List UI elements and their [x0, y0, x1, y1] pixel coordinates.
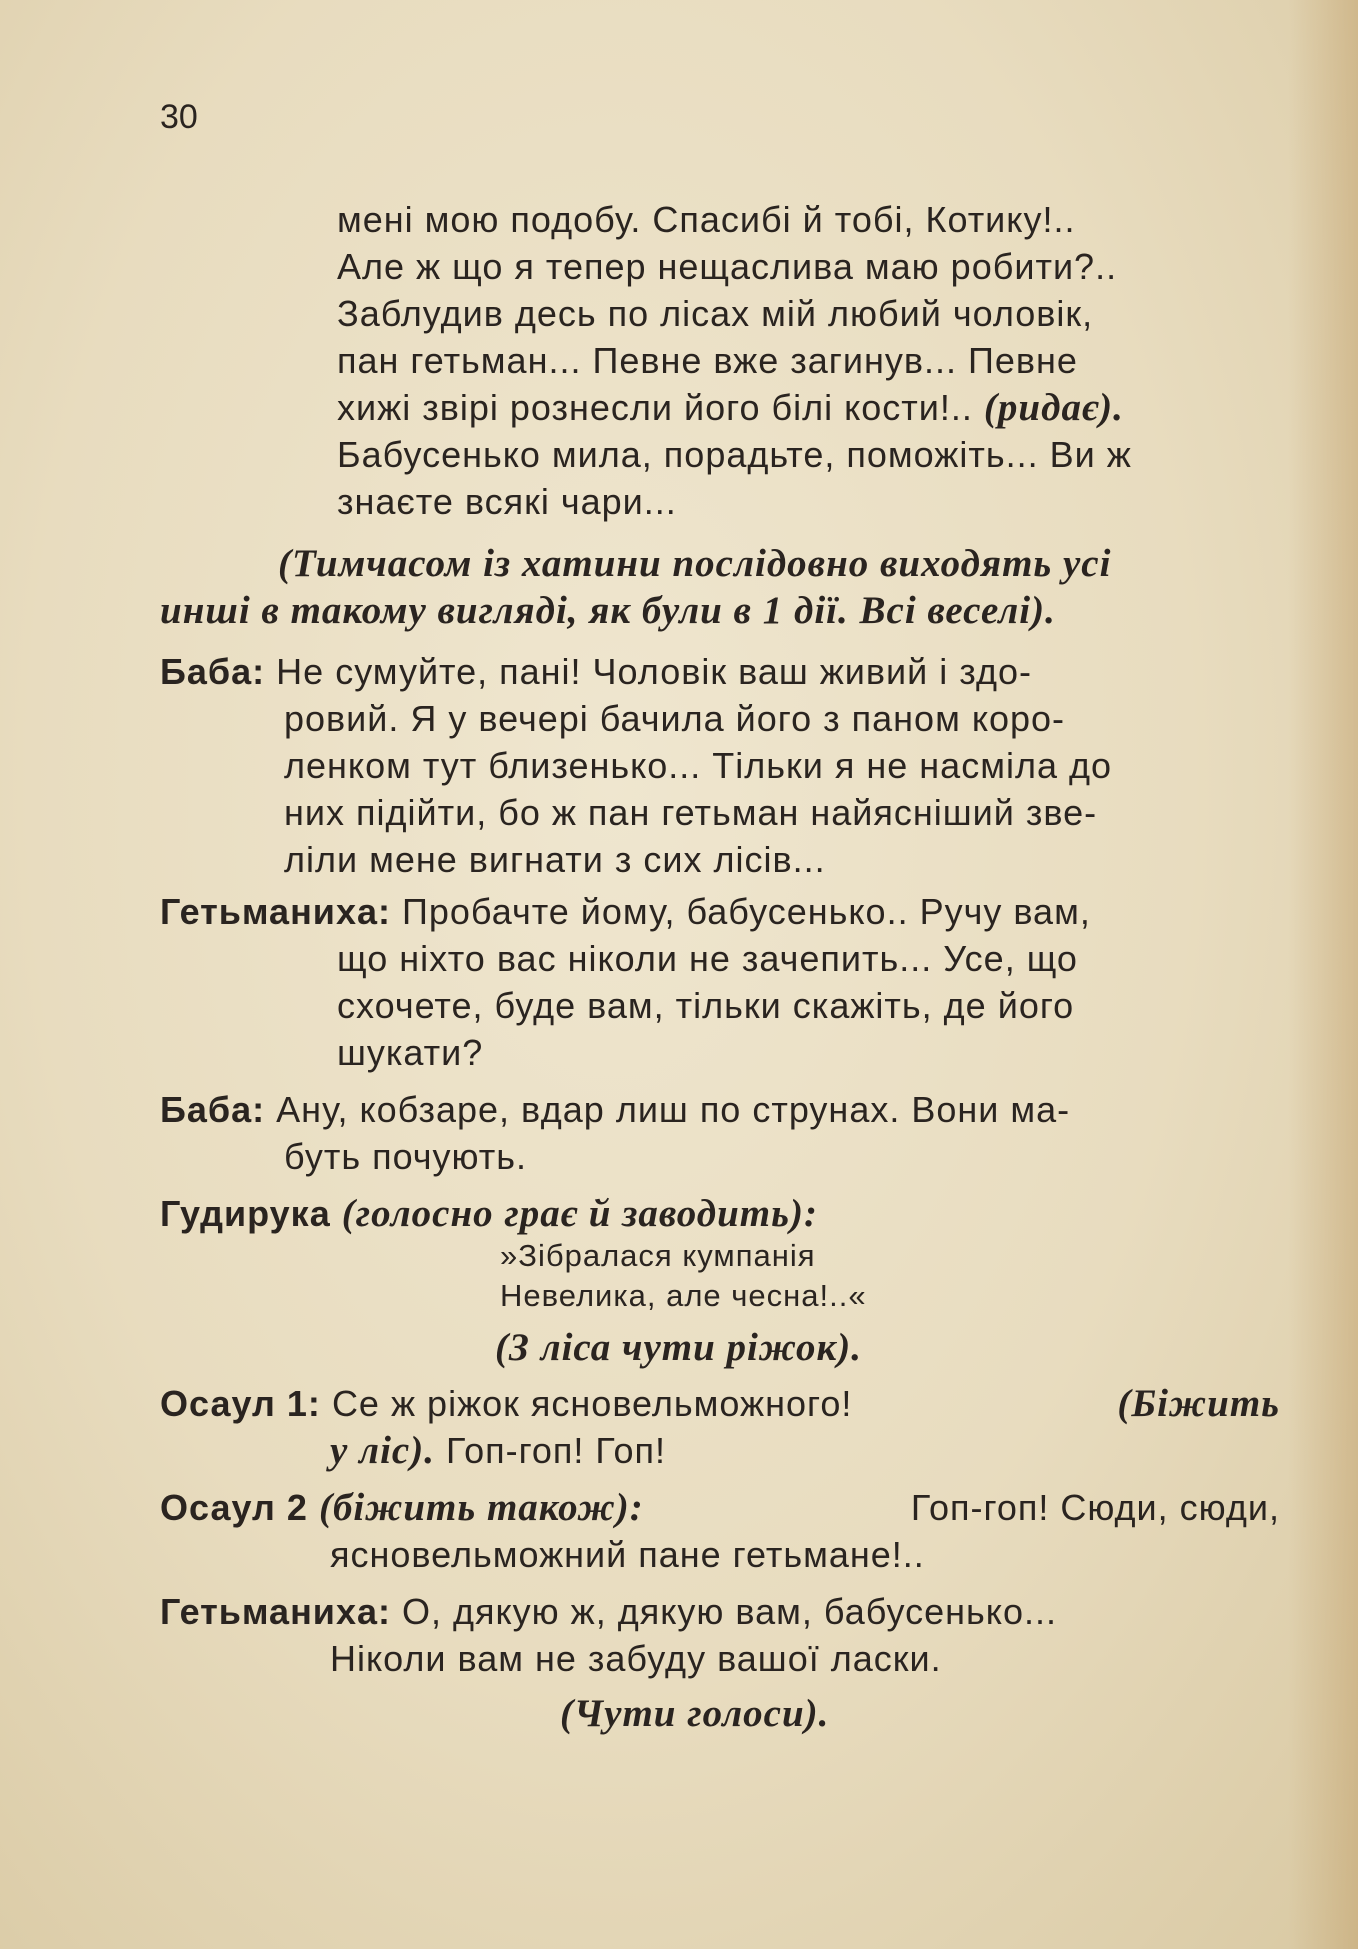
- text-line: [160, 1190, 1280, 1237]
- speech-baba-1: [160, 648, 1280, 883]
- stage-direction: (Біжить: [1117, 1382, 1280, 1425]
- text-line: пан гетьман... Певне вже загинув... Певне: [337, 340, 1078, 381]
- text-line: [160, 1427, 1280, 1474]
- speaker-name: Баба:: [160, 651, 266, 692]
- stage-direction: (голосно грає й заводить):: [341, 1192, 818, 1235]
- text-span: О, дякую ж, дякую вам, бабусенько...: [402, 1591, 1057, 1632]
- speech-hetmanykha-1: [160, 888, 1280, 1076]
- text-span: Ану, кобзаре, вдар лиш по струнах. Вони ма-: [276, 1089, 1071, 1130]
- text-line: [160, 1484, 1280, 1531]
- text-line: що ніхто вас ніколи не зачепить... Усе, що: [337, 938, 1078, 979]
- text-line: ясновельможний пане гетьмане!..: [330, 1534, 925, 1575]
- text-line: Але ж що я тепер нещаслива маю робити?..: [337, 246, 1118, 287]
- text-line: буть почують.: [284, 1136, 528, 1177]
- stage-line: (Тимчасом із хатини послідовно виходять усі: [278, 542, 1112, 585]
- speech-hetmanykha-2: [160, 1588, 1280, 1682]
- song-lyrics: [500, 1236, 867, 1316]
- page-number: 30: [160, 98, 198, 136]
- stage-direction-block: [160, 1690, 1280, 1737]
- text-line: [160, 1588, 1280, 1635]
- text-line: схочете, буде вам, тільки скажіть, де його: [337, 985, 1075, 1026]
- text-group: [160, 1380, 852, 1427]
- text-line: шукати?: [337, 1032, 484, 1073]
- text-line: Бабусенько мила, порадьте, поможіть... Ви ж: [337, 434, 1132, 475]
- text-line: ровий. Я у вечері бачила його з паном коро-: [284, 698, 1066, 739]
- speech-osaul-2: [160, 1484, 1280, 1578]
- text-line: знаєте всякі чари...: [337, 481, 677, 522]
- text-line: [160, 1086, 1280, 1133]
- text-line: [160, 648, 1280, 695]
- speaker-name: Осаул 1:: [160, 1383, 321, 1424]
- text-line: [160, 1380, 1280, 1427]
- text-span: Гоп-гоп! Гоп!: [445, 1430, 667, 1471]
- song-line: Невелика, але чесна!..«: [500, 1278, 867, 1313]
- text-line: [160, 888, 1280, 935]
- speaker-name: Баба:: [160, 1089, 266, 1130]
- stage-direction: (ридає).: [983, 386, 1124, 429]
- text-span: Пробачте йому, бабусенько.. Ручу вам,: [402, 891, 1091, 932]
- speech-baba-2: [160, 1086, 1280, 1180]
- paragraph-1: [160, 196, 1280, 525]
- text-line: [160, 384, 1280, 431]
- text-line: мені мою подобу. Спасибі й тобі, Котику!..: [337, 199, 1076, 240]
- text-line: Заблудив десь по лісах мій любий чоловік,: [337, 293, 1094, 334]
- speech-gudyruka: [160, 1190, 1280, 1237]
- speaker-name: Гудирука: [160, 1193, 331, 1234]
- text-line: ленком тут близенько... Тільки я не насміла до: [284, 745, 1112, 786]
- speaker-name: Осаул 2: [160, 1487, 308, 1528]
- stage-direction-block: [160, 540, 1280, 634]
- text-line: Ніколи вам не забуду вашої ласки.: [330, 1638, 942, 1679]
- speaker-name: Гетьманиха:: [160, 891, 391, 932]
- stage-line: (Чути голоси).: [560, 1692, 830, 1735]
- stage-direction-block: [160, 1324, 1280, 1371]
- stage-line: (З ліса чути ріжок).: [495, 1326, 863, 1369]
- stage-line: инші в такому вигляді, як були в 1 дії. Всі веселі).: [160, 589, 1056, 632]
- text-span: Не сумуйте, пані! Чоловік ваш живий і здо-: [276, 651, 1032, 692]
- stage-direction: (біжить також):: [318, 1486, 644, 1529]
- text-span: Се ж ріжок ясновельможного!: [331, 1383, 853, 1424]
- speaker-name: Гетьманиха:: [160, 1591, 391, 1632]
- text-line: них підійти, бо ж пан гетьман найясніший зве-: [284, 792, 1098, 833]
- speech-osaul-1: [160, 1380, 1280, 1474]
- stage-direction: у ліс).: [330, 1429, 435, 1472]
- text-span: Гоп-гоп! Сюди, сюди,: [910, 1487, 1280, 1528]
- text-span: хижі звірі рознесли його білі кости!..: [337, 387, 973, 428]
- song-line: »Зібралася кумпанія: [500, 1238, 816, 1273]
- text-group: [160, 1484, 644, 1531]
- text-line: ліли мене вигнати з сих лісів...: [284, 839, 826, 880]
